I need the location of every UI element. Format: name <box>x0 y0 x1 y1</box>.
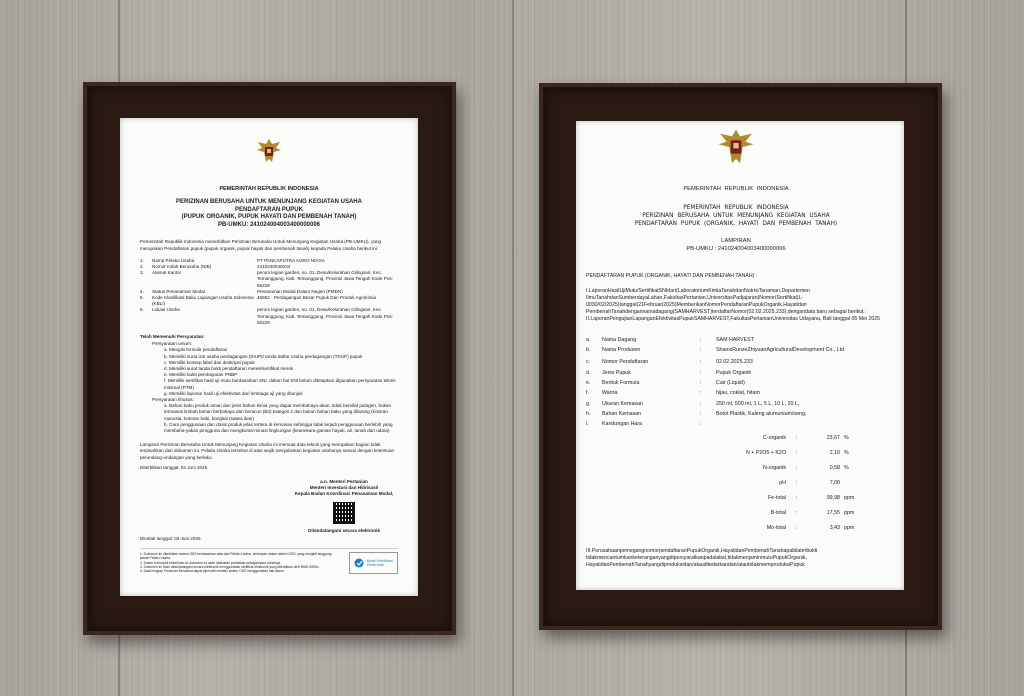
lampiran-label: LAMPIRAN <box>721 237 751 244</box>
nutrient-row: pH : 7,00 <box>779 480 840 487</box>
req-item: g. Memiliki laporan hasil uji efektivitas dari lembaga uji yang ditunjuk <box>164 390 303 396</box>
detail-row: h. Bahan Kemasan : Botol Plastik, Kaleng alumunium/seng, <box>586 410 807 417</box>
right-document <box>576 121 904 590</box>
nutrient-row: Fe-total : 99,98 ppm <box>768 495 855 502</box>
req-item: d. Memiliki surat tanda bukti pendaftaran merek/sertifikat merek <box>164 366 294 372</box>
detail-row: f. Warna : hijau, coklat, hitam <box>586 390 760 397</box>
left-fields <box>140 258 398 326</box>
left-pb-umku: PB-UMKU: 241024004003400000006 <box>217 221 321 228</box>
left-document <box>120 118 418 596</box>
right-frame <box>539 83 942 630</box>
left-frame <box>83 82 456 635</box>
requirements-title: Telah Memenuhi Persyaratan: <box>140 334 205 340</box>
right-para-3: III.PerusahaanpemegangnomorpendaftaranPupukOrganik,HayatidanPembenahTanahapabilaterbukti tidakmencantumkanketeranganyangdipersyaratkanpadalabel,tidakmenjaminmutuPupukOrganik, HayatidanPembenahTanahyangdiproduksidan/atauditedarkandan/atautidakmemproduksiPupuk <box>586 548 818 569</box>
garuda-emblem-icon <box>716 126 756 168</box>
detail-row: i. Kandungan Hara : <box>586 421 702 428</box>
nutrient-row: N-organik : 0,58 % <box>763 465 849 472</box>
left-printed-date: Dicetak tanggal: 03 Juni 2025 <box>140 535 201 541</box>
req-special-title: Persyaratan khusus: <box>152 397 194 403</box>
nutrient-row: Mo-total : 3,43 ppm <box>766 525 855 532</box>
qr-code-icon <box>333 502 355 524</box>
nutrient-row: C-organik : 23,67 % <box>763 435 849 442</box>
signature-block: a.n. Menteri Pertanian Menteri Investasi dan Hilirisasi/ Kepala Badan Koordinasi Penanaman Modal, Ditandatangani secara elektronik <box>294 479 394 533</box>
detail-row: c. Nomor Pendaftaran : 02.02.2025.233 <box>586 359 753 366</box>
left-field-row: 3. Alamat Kantor perum legian garden, no. 01, Desa/Kelurahan Gilingsari, Kec. Temanggung, Kab. Temanggung, Provinsi Jawa Tengah Kode Pos: 56229 <box>140 270 393 288</box>
req-item: c. Memiliki konsep label dan deskripsi pupuk <box>164 359 255 365</box>
right-para-1: I.LaporanHasilUjiMutu/SertifikatSNIdari(LaboratoriumKimiaTanahdanNutrisiTanaman,Departemen IlmuTanahdanSumberdayaLahan,FakultasPertanian,UniversitasPadjajaran)Nomor(Sertifikat)L-0030/02/2025)tanggal(21Februari2025)MemberikanNomorPendaftaranPupukOrganik,Hayatidan PembenahTanahdengannamadagang(SAMHARVEST)terdaftarNomor(02.02.2025.233),dengandata baru sebagai berikut : <box>586 288 867 316</box>
nutrient-row: N + P2O5 + K2O : 2,10 % <box>745 450 849 457</box>
nutrient-table <box>681 431 886 536</box>
detail-row: a. Nama Dagang : SAM HARVEST <box>586 337 754 344</box>
left-intro: Pemerintah Republik Indonesia menerbitkan Perizinan Berusaha Untuk Menunjang Kegiatan Usaha (PB-UMKU), yang merupakan Pendaftaran pupuk (pupuk organik, pupuk hayati dan pembenah tanah) kepada Pelaku Usaha berikut ini: <box>140 239 382 251</box>
garuda-emblem-icon <box>254 136 284 166</box>
detail-row: e. Bentuk Formula : Cair (Liquid) <box>586 379 745 386</box>
req-item: a. Bahan baku produk aman dari jenis bahan kimia yang dapat membahaya-akan, tidak bersifat patogen, bukan termasuk limbah bahan berbahaya dan beracun (B3) kategori 2 dan bukan bahan baku yang dilarang (kotoran manusia, kotoran babi, bangkai (satwa ikan) <box>164 403 392 421</box>
right-section-title: PENDAFTARAN PUPUK (ORGANIK, HAYATI DAN PEMBENAH TANAH) : <box>586 273 758 280</box>
left-field-row: 1. Nama Pelaku Usaha PT PANCAPUTRA AGRO NIAGA <box>140 257 325 263</box>
req-general-title: Persyaratan umum: <box>152 341 193 347</box>
detail-row: b. Nama Produsen : ShanxiRunzeZhiyuanAgriculturalDevelopment Co., Ltd <box>586 347 845 354</box>
req-item: b. Memiliki surat izin usaha perdagangan (SIUP)/ tanda daftar usaha perdagangan (TDUP) pupuk <box>164 353 363 359</box>
right-title-line: PERIZINAN BERUSAHA UNTUK MENUNJANG KEGIATAN USAHA <box>642 213 830 220</box>
left-field-row: 5. Kode Klasifikasi Baku Lapangan Usaha Indonesia (KBLI) 46652 - Perdagangan Besar Pupuk Dan Produk Agrokimia <box>140 295 377 307</box>
requirements-list <box>140 341 398 434</box>
left-field-row: 2. Nomor Induk Berusaha (NIB) 2410240040034 <box>140 263 291 269</box>
req-item: e. Memiliki bukti pembayaran PNBP <box>164 372 238 378</box>
bsre-logo-icon <box>354 558 364 568</box>
req-item: b. Cara penggunaan dan dosis produk jelas tertera di kemasan sehingga tidak terjadi penggunaan berlebih yang membaha-yakan pengguna dan mengkonta-minasi lingkungan (keanekara-gaman hayati, air, tanah dan udara) <box>164 421 393 434</box>
left-title-line: PERIZINAN BERUSAHA UNTUK MENUNJANG KEGIATAN USAHA <box>176 199 362 205</box>
left-title-line: (PUPUK ORGANIK, PUPUK HAYATI DAN PEMBENAH TANAH) <box>181 214 357 221</box>
right-header: PEMERINTAH REPUBLIK INDONESIA <box>683 186 789 192</box>
right-pb-umku: PB-UMKU : 241024004003400000006 <box>686 245 786 252</box>
wood-seam <box>512 0 514 696</box>
detail-row: d. Jenis Pupuk : Pupuk Organik <box>586 369 752 376</box>
req-item: f. Memiliki sertifikat hasil uji mutu berdasarkan SNI, dalam hal SNI belum ditetapkan digunakan persyaratan teknis minimal (PTM) <box>164 378 396 390</box>
right-para-2: II.LaporanPengujianLapanganEfektivitasPupukSAMHARVEST,FakultasPertanianUniversitas Udayana, Bali tanggal 05 Mei 2025 <box>586 316 881 323</box>
left-field-row: 4. Status Penanaman Modal Penanaman Modal Dalam Negeri (PMDN) <box>140 288 343 294</box>
bsre-logo: Balai Sertifikasi Elektronik <box>349 552 398 573</box>
left-closing: Lampiran Perizinan Berusaha Untuk Menunjang Kegiatan Usaha ini memuat data teknis yang merupakan bagian tidak terpisahkan dari dokumen ini. Pelaku Usaha tersebut di atas wajib menjalankan kegiatan usahanya sesuai dengan ketentuan perundang-undangan yang berlaku. <box>140 442 395 460</box>
left-field-row: 6. Lokasi Usaha perum legian garden, no. 01, Desa/Kelurahan Gilingsari, Kec. Temanggung, Kab. Temanggung, Provinsi Jawa Tengah Kode Pos: 56229 <box>140 307 393 325</box>
right-title-line: PENDAFTARAN PUPUK (ORGANIK, HAYATI DAN PEMBENAH TANAH) <box>634 221 838 228</box>
left-issued-date: Diterbitkan tanggal: 03 Juni 2025 <box>140 464 208 470</box>
nutrient-row: B-total : 17,55 ppm <box>770 510 855 517</box>
product-details <box>586 335 886 429</box>
req-item: a. Mengisi formulir pendaftaran <box>164 347 228 353</box>
left-title-line: PENDAFTARAN PUPUK <box>235 206 303 213</box>
footnotes: 1. Dokumen ini diterbitkan sistem OSS berdasarkan data dari Pelaku Usaha, tersimpan dalam sistem OSS, yang menjadi tanggung jawab Pelaku Usaha. 2. Dalam hal terjadi kekeliruan isi dokumen ini akan dilakukan perbaikan sebagaimana mestinya. 3. Dokumen ini telah ditandatangani secara elektronik menggunakan sertifikat elektronik yang diterbitkan oleh BSrE-BSSN. 4. Data lengkap Perizinan Berusaha dapat diperoleh melalui sistem OSS menggunakan hak akses. <box>140 552 332 574</box>
detail-row: g. Ukuran Kemasan : 250 ml, 500 ml, 1 L, 5 L, 10 L, 20 L, <box>586 400 800 407</box>
right-title-line: PEMERINTAH REPUBLIK INDONESIA <box>683 205 789 211</box>
left-footer <box>140 548 398 573</box>
left-header: PEMERINTAH REPUBLIK INDONESIA <box>219 186 319 192</box>
